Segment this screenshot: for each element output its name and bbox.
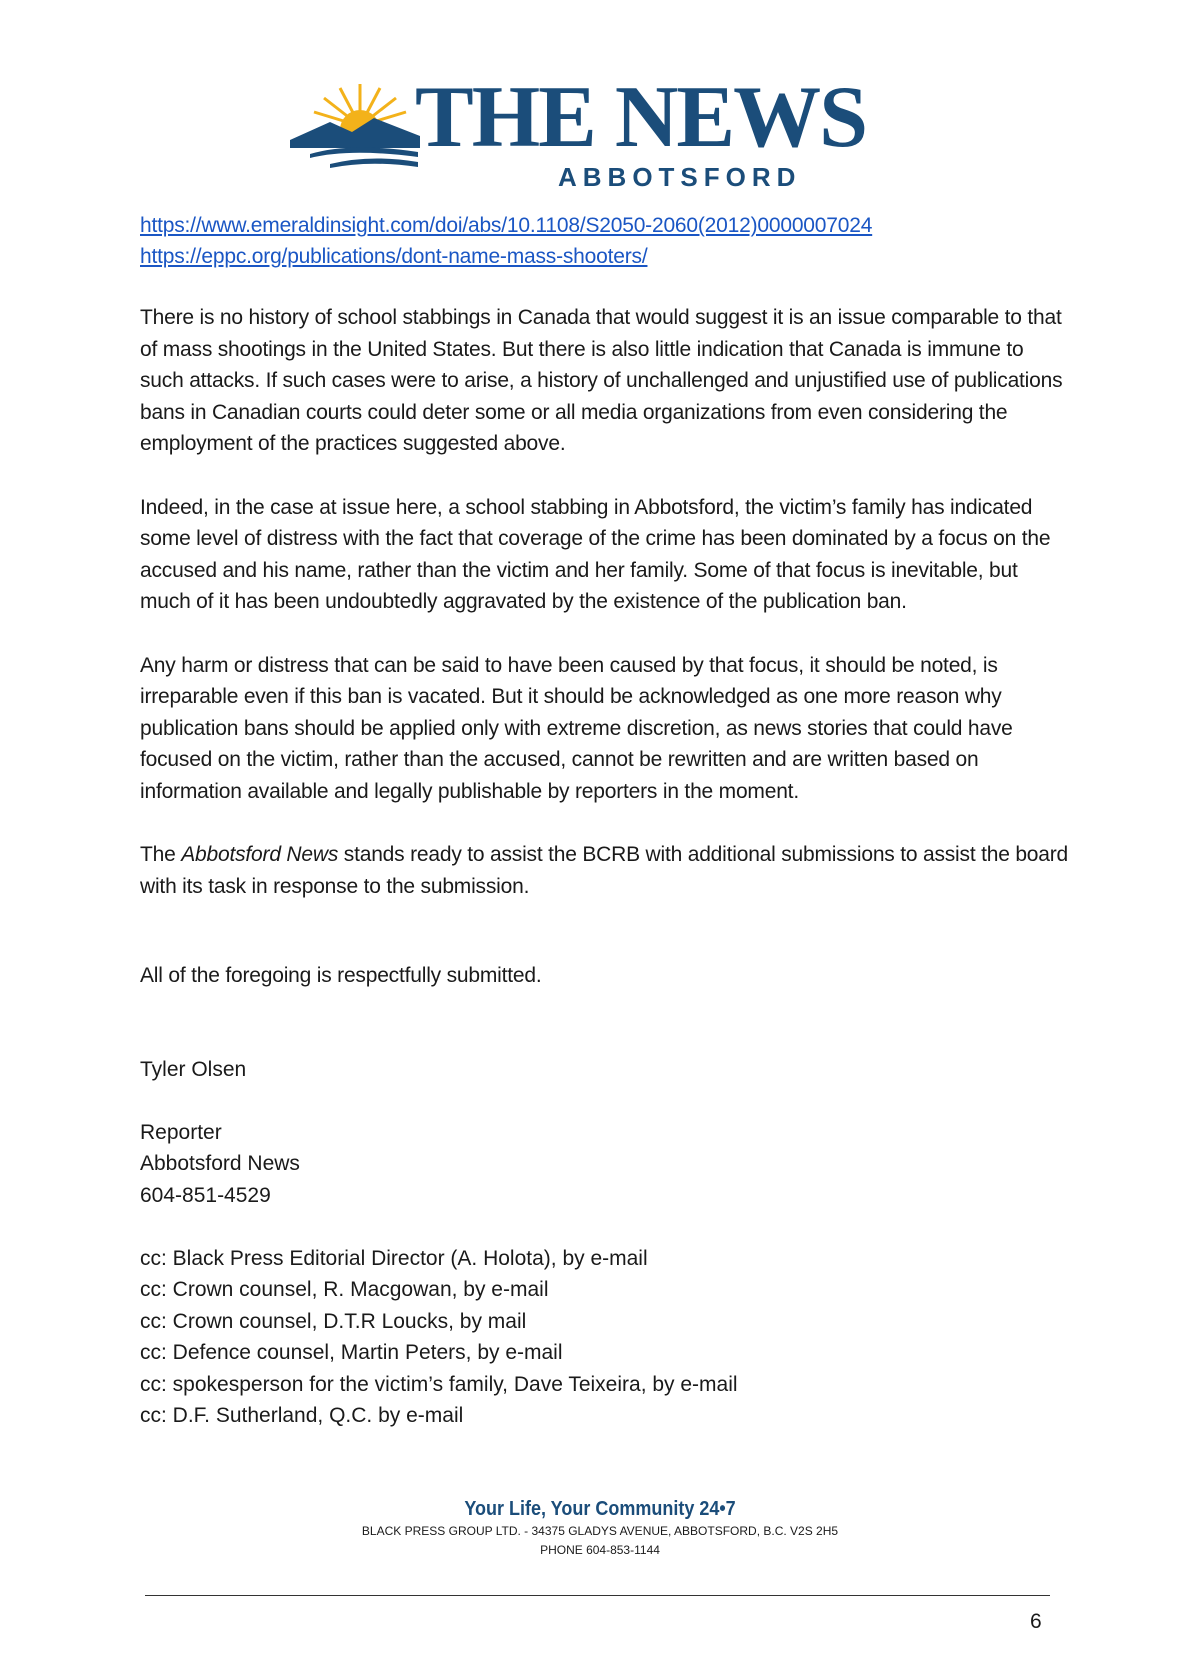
letter-body bbox=[140, 302, 1070, 1432]
cc-line: cc: spokesperson for the victim’s family, Dave Teixeira, by e-mail bbox=[140, 1372, 738, 1396]
footer-divider bbox=[145, 1595, 1050, 1596]
footer-address: BLACK PRESS GROUP LTD. - 34375 GLADYS AVENUE, ABBOTSFORD, B.C. V2S 2H5 bbox=[361, 1524, 839, 1538]
paragraph-victim-family: Indeed, in the case at issue here, a school stabbing in Abbotsford, the victim’s family has indicated some level of distress with the fact that coverage of the crime has been dominated by a focus on the accused and his name, rather than the victim and her family. Some of that focus is inevitable, but much of it has been undoubtedly aggravated by the existence of the publication ban. bbox=[140, 495, 1051, 613]
sun-mountain-icon bbox=[290, 78, 420, 178]
paragraph-offer bbox=[140, 839, 1070, 902]
signature-block bbox=[140, 1054, 1070, 1432]
cc-line: cc: Defence counsel, Martin Peters, by e-mail bbox=[140, 1341, 563, 1364]
closing-line: All of the foregoing is respectfully submitted. bbox=[140, 964, 542, 987]
paragraph-harm: Any harm or distress that can be said to have been caused by that focus, it should be noted, is irreparable even if this ban is vacated. But it should be acknowledged as one more reason why publication bans should be applied only with extreme discretion, as news stories that could have focused on the victim, rather than the accused, cannot be rewritten and are written based on information available and legally publishable by reporters in the moment. bbox=[140, 653, 1013, 803]
publication-name: Abbotsford News bbox=[181, 843, 339, 866]
paragraph-history: There is no history of school stabbings in Canada that would suggest it is an issue comparable to that of mass shootings in the United States. But there is also little indication that Canada is immune to such attacks. If such cases were to arise, a history of unchallenged and unjustified use of publications bans in Canadian courts could deter some or all media organizations from even considering the employment of the practices suggested above. bbox=[140, 306, 1063, 455]
footer-phone: PHONE 604-853-1144 bbox=[540, 1543, 660, 1557]
reference-links bbox=[140, 210, 872, 272]
cc-line: cc: Crown counsel, D.T.R Loucks, by mail bbox=[140, 1309, 527, 1333]
signature-organization: Abbotsford News bbox=[140, 1152, 300, 1175]
signature-title: Reporter bbox=[140, 1120, 222, 1144]
letterhead-footer bbox=[0, 1498, 1200, 1559]
offer-suffix: stands ready to assist the BCRB with additional submissions to assist the board with its task in response to the submission. bbox=[140, 843, 1069, 898]
signature-name: Tyler Olsen bbox=[140, 1057, 247, 1081]
page-number: 6 bbox=[1030, 1610, 1042, 1633]
cc-line: cc: D.F. Sutherland, Q.C. by e-mail bbox=[140, 1404, 464, 1427]
masthead-city: ABBOTSFORD bbox=[558, 162, 802, 192]
signature-phone: 604-851-4529 bbox=[140, 1183, 271, 1207]
footer-slogan: Your Life, Your Community 24•7 bbox=[464, 1498, 736, 1520]
cc-line: cc: Black Press Editorial Director (A. Holota), by e-mail bbox=[140, 1246, 648, 1270]
offer-prefix: The bbox=[140, 843, 182, 866]
reference-link-emerald[interactable]: https://www.emeraldinsight.com/doi/abs/10.1108/S2050-2060(2012)0000007024 bbox=[140, 214, 873, 237]
masthead-logo bbox=[290, 68, 890, 198]
masthead-wordmark: THE NEWS bbox=[415, 69, 867, 166]
reference-link-eppc[interactable]: https://eppc.org/publications/dont-name-mass-shooters/ bbox=[140, 245, 648, 268]
cc-line: cc: Crown counsel, R. Macgowan, by e-mail bbox=[140, 1278, 549, 1301]
